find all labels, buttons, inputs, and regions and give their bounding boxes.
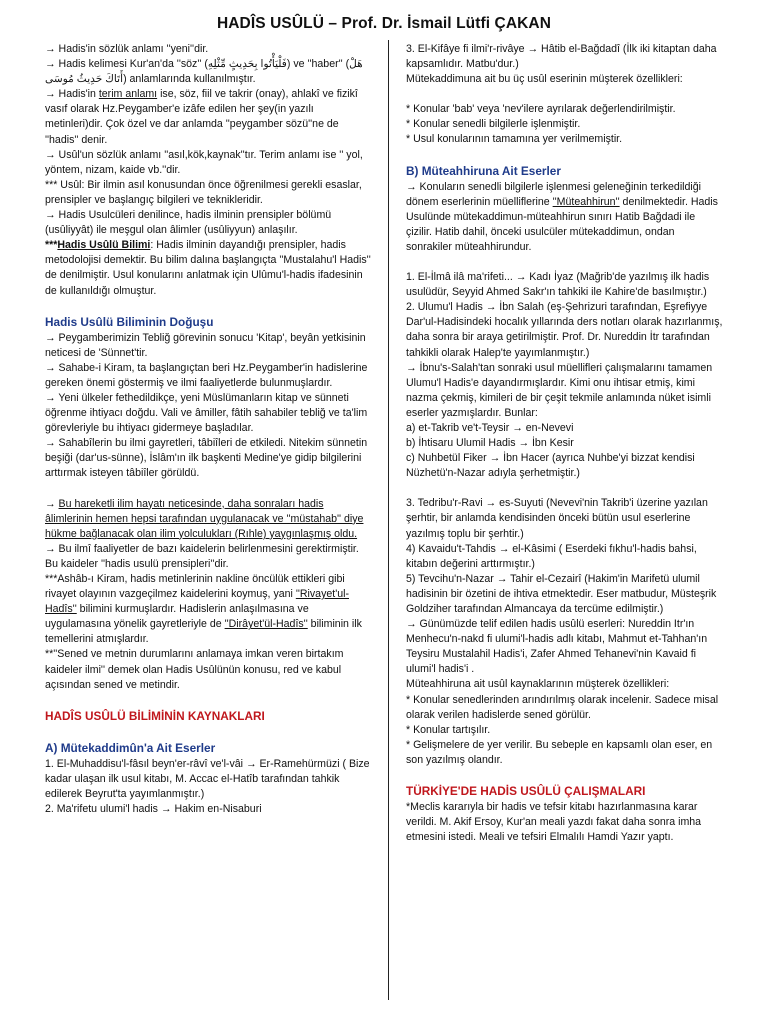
paragraph: → Sahabîlerin bu ilmi gayretleri, tâbiîleri de etkiledi. Nitekim sünnetin beşiği (dar'us-sünne), İslâm'ın ilk başkenti Medine'ye gidip bilgilerini arttırmak isteyen tâbiîler görüldü. (45, 437, 368, 480)
paragraph: → Günümüzde telif edilen hadis usûlü eserleri: Nureddin Itr'ın Menhecu'n-nakd fi ulumi'l-hadis adlı kitabı, Mahmut et-Tahhan'ın Teysiru Mustalahil Hadis'i, Zafer Ahmed Tehanevi'nin Kavaid fi ulumi'l hadis'i . (406, 618, 708, 676)
paragraph: 3. El-Kifâye fi ilmi'r-rivâye → Hâtib el-Bağdadî (İlk iki kitaptan daha kapsamlıdır. Matbu'dur.) (406, 43, 717, 71)
section-heading: A) Mütekaddimûn'a Ait Eserler (45, 740, 216, 755)
paragraph: ***Ashâb-ı Kiram, hadis metinlerinin nakline öncülük ettikleri gibi rivayet olayının vazgeçilmez kaidelerini koymuş, yani ''Rivayet'ul-Hadîs'' bilimini kurmuşlardır. Hadislerin anlaşılmasına ve uygulamasına yönelik gayretleriyle de ''Dirâyet'ül-Hadîs'' biliminin ilk temellerini atmışlardır. (45, 573, 362, 646)
paragraph: 5) Tevcihu'n-Nazar → Tahir el-Cezairî (Hakim'in Marifetü ulumil hadisinin bir özetini de ihtiva etmektedir. Eser matbudur, Müsteşrik Goldziher tarafından Almancaya da tercüme edilmiştir.) (406, 572, 717, 615)
paragraph: 1. El-İlmâ ilâ ma'rifeti... → Kadı İyaz (Mağrib'de yazılmış ilk hadis usulüdür, Seyyid Ahmed Sakr'ın tahkiki ile Kahire'de basılmıştır.) (406, 271, 710, 299)
paragraph: 2. Ulumu'l Hadis → İbn Salah (eş-Şehrizuri tarafından, Eşrefiyye Dar'ul-Hadisindeki hocalık yıllarında ders notları olarak hazırlanmış, daha sonra bir araya getirilmiştir. Prof. Dr. Nureddin İtr tarafından tahkikli olarak Halep'te yayımlanmıştır.) (406, 301, 723, 359)
paragraph: *Meclis kararıyla bir hadis ve tefsir kitabı hazırlanmasına karar verildi. M. Akif Ersoy, Kur'an meali yazdı fakat daha sonra imha etmesini istedi. Meali ve tefsiri Elmalılı Hamdi Yazır yaptı. (406, 801, 702, 844)
paragraph: 2. Ma'rifetu ulumi'l hadis → Hakim en-Nisaburi (45, 803, 262, 816)
list-item: * Konular 'bab' veya 'nev'ilere ayrılarak değerlendirilmiştir. (406, 103, 676, 116)
paragraph: ***Hadis Usûlü Bilimi: Hadis ilminin dayandığı prensipler, hadis metodolojisi demektir. Bu bilim dalına başlangıçta ''Mustalahu'l Hadis'' de denilmiştir. Usul konularını anlatmak için Ulûmu'l-hadis ifadesinin de kullanıldığı olmuştur. (45, 239, 371, 297)
list-item: b) İhtisaru Ulumil Hadis → İbn Kesir (406, 437, 574, 450)
right-column (406, 42, 723, 845)
list-item: c) Nuhbetül Fiker → İbn Hacer (ayrıca Nuhbe'yi bizzat kendisi Nüzhetü'n-Nazar adıyla şerhetmiştir.) (406, 452, 695, 480)
list-item: * Gelişmelere de yer verilir. Bu sebeple en kapsamlı olan eser, en son yazılmış olandır. (406, 738, 713, 766)
column-divider (388, 40, 389, 1000)
list-item: a) et-Takrib ve't-Teysir → en-Nevevi (406, 421, 574, 434)
paragraph: → Bu hareketli ilim hayatı neticesinde, daha sonraları hadis âlimlerinin hemen hepsi tarafından uygulanacak ve ''müstahab'' diye hükme bağlanacak olan ilim yolculukları (Rıhle) yaygınlaşmış oldu. (45, 497, 364, 540)
paragraph: **''Sened ve metnin durumlarını anlamaya imkan veren birtakım kaideler ilmi'' demek olan Hadis Usûlünün konusu, red ve kabul açısından sened ve metindir. (45, 648, 344, 691)
paragraph: → Bu ilmî faaliyetler de bazı kaidelerin belirlenmesini gerektirmiştir. Bu kaideler ''hadis usulü prensipleri''dir. (45, 542, 359, 570)
paragraph: → Usûl'un sözlük anlamı ''asıl,kök,kaynak''tır. Terim anlamı ise '' yol, yöntem, nizam, kaide vb.''dir. (45, 148, 363, 176)
paragraph: → Konuların senedli bilgilerle işlenmesi geleneğinin terkedildiği dönem eserlerinin müelliflerine ''Müteahhirun'' denilmektedir. Hadis Usulünde mütekaddimun-müteahhirun sınırı Hatib Bağdadi ile çizilir. Hatib dahil, önceki usulcüler mütekaddimun, ondan sonrakiler müteahhirundur. (406, 180, 718, 253)
paragraph: → Peygamberimizin Tebliğ görevinin sonucu 'Kitap', beyân yetkisinin neticesi de 'Sünnet'tir. (45, 331, 366, 359)
paragraph: → Hadis'in terim anlamı ise, söz, fiil ve takrir (onay), ahlakî ve fizikî vasıf olarak Hz.Peygamber'e izâfe edilen her şey(in yazılı metinleri)dir. Çok özel ve dar anlamda ''peygamber sözü''ne de ''hadis'' denir. (45, 88, 358, 146)
paragraph: → Yeni ülkeler fethedildikçe, yeni Müslümanların kitap ve sünneti öğrenme ihtiyacı doğdu. Vali ve âmiller, fâtih sahabiler tebliğ ve ta'lim görevleriyle bu ihtiyacı gidermeye başladılar. (45, 391, 368, 435)
paragraph: Mütekaddimuna ait bu üç usûl eserinin müşterek özellikleri: (406, 73, 683, 86)
section-heading: Hadis Usûlü Biliminin Doğuşu (45, 314, 214, 329)
section-heading: HADÎS USÛLÜ BİLİMİNİN KAYNAKLARI (45, 708, 265, 723)
paragraph: → İbnu's-Salah'tan sonraki usul müellifleri çalışmalarını tamamen Ulumu'l Hadis'e dayandırmışlardır. Kimi onu ihtisar etmiş, kimi nazma çekmiş, kimileri de bir çeşit tekmile anlamında nüket isimli eserler yazmışlardır. Bunlar: (406, 361, 713, 419)
list-item: * Konular senedli bilgilerle işlenmiştir. (406, 118, 581, 131)
paragraph: 1. El-Muhaddisu'l-fâsıl beyn'er-râvî ve'l-vâi → Er-Ramehürmüzi ( Bize kadar ulaşan ilk usul kitabı, M. Accac el-Hatîb tarafından tahkik edilerek Beyrut'ta yayımlanmıştır.) (45, 757, 370, 800)
paragraph: → Sahabe-i Kiram, ta başlangıçtan beri Hz.Peygamber'in hadislerine gereken önemi göstermiş ve ilmi faaliyetlerde bulunmuşlardır. (45, 361, 368, 389)
page-title: HADÎS USÛLÜ – Prof. Dr. İsmail Lütfi ÇAKAN (216, 15, 552, 32)
paragraph: → Hadis Usulcüleri denilince, hadis ilminin prensipler bölümü (usûliyyât) ile meşgul olan âlimler (usûliyyun) anlaşılır. (45, 209, 332, 237)
paragraph: → Hadis'in sözlük anlamı ''yeni''dir. (45, 43, 209, 55)
list-item: * Konular tartışılır. (406, 723, 491, 736)
section-heading: TÜRKİYE'DE HADİS USÛLÜ ÇALIŞMALARI (406, 784, 646, 799)
paragraph: Müteahhiruna ait usûl kaynaklarının müşterek özellikleri: (406, 678, 670, 691)
paragraph: → Hadis kelimesi Kur'an'da ''söz'' (فَلْيَأْتُوا بِحَدِيثٍ مِّثْلِهِ) ve ''haber'' (هَلْ أَتَاكَ حَدِيثُ مُوسَى) anlamlarında kullanılmıştır. (45, 58, 363, 86)
paragraph: *** Usûl: Bir ilmin asıl konusundan önce öğrenilmesi gerekli esaslar, prensipler ve başlangıç bilgileri ve teknikleridir. (45, 178, 362, 206)
paragraph: 4) Kavaidu't-Tahdis → el-Kâsimi ( Eserdeki fıkhu'l-hadis bahsi, kitabın değerini arttırmıştır.) (406, 542, 697, 570)
paragraph: 3. Tedribu'r-Ravi → es-Suyuti (Nevevi'nin Takrib'i üzerine yazılan şerhtir, bir anlamda kendisinden önceki bütün usul eserlerine yazılmış toplu bir şerhtir.) (406, 497, 708, 540)
list-item: * Konular senedlerinden arındırılmış olarak incelenir. Sadece misal olarak verilen hadislerde sened görülür. (406, 693, 719, 721)
left-column (45, 42, 372, 817)
list-item: * Usul konularının tamamına yer verilmemiştir. (406, 133, 623, 146)
section-heading: B) Müteahhiruna Ait Eserler (406, 163, 561, 178)
